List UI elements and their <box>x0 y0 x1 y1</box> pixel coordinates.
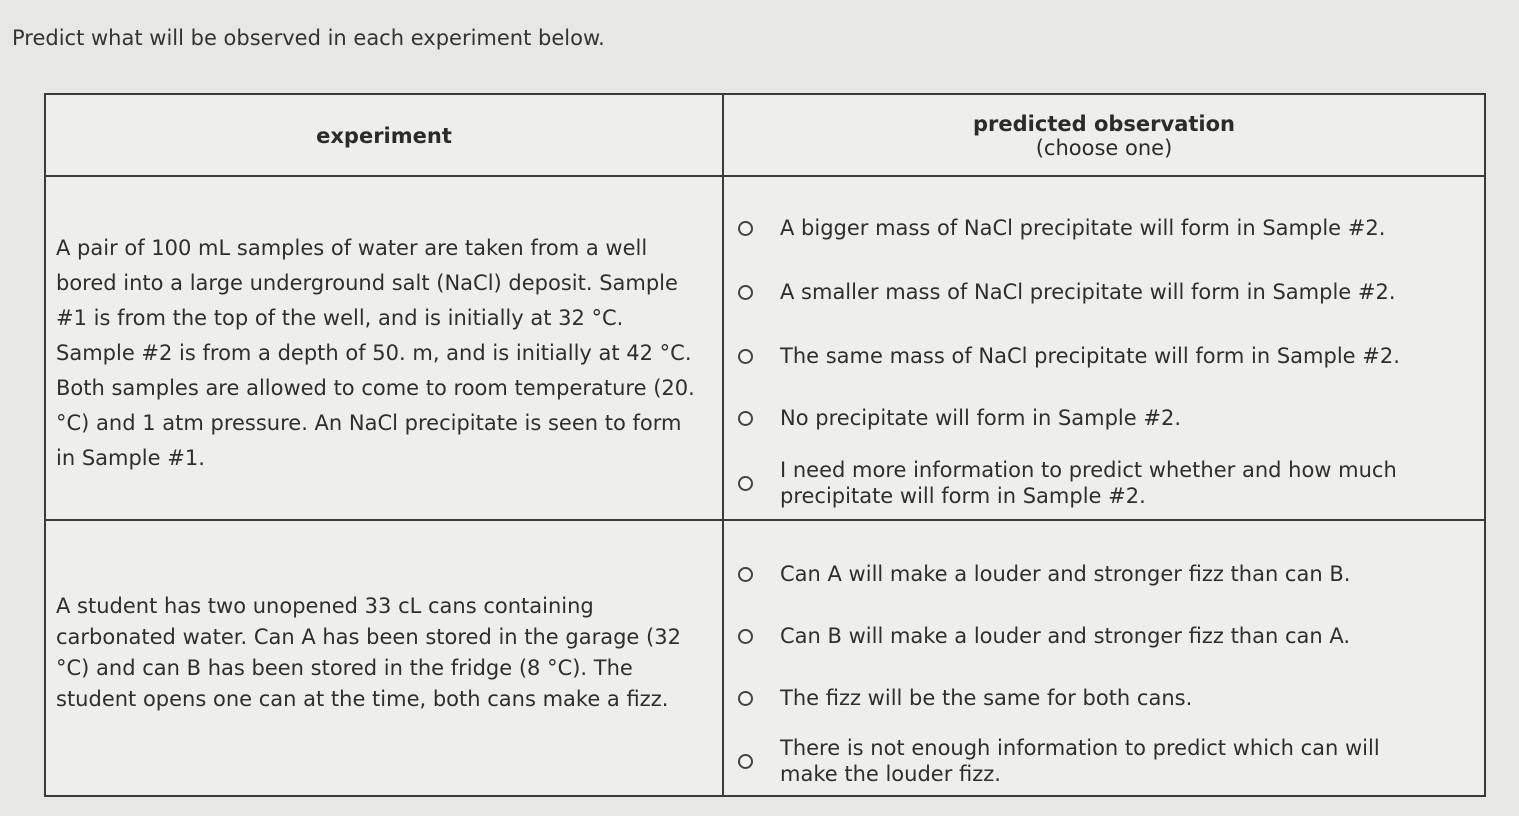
experiment-2-text: A student has two unopened 33 cL cans containing carbonated water. Can A has been stored in the garage (32 °C) and can B has been stored in the fridge (8 °C). The student opens one can at the time, both cans make a fizz. <box>56 594 681 711</box>
radio-button[interactable] <box>738 221 753 236</box>
row1-option-5[interactable] <box>738 457 1450 509</box>
header-predicted-label: predicted observation <box>973 112 1235 136</box>
option-label: There is not enough information to predict which can will make the louder fizz. <box>780 736 1380 786</box>
header-experiment <box>46 95 722 177</box>
radio-button[interactable] <box>738 754 753 769</box>
row2-option-1[interactable] <box>738 561 1350 587</box>
option-label: A bigger mass of NaCl precipitate will form in Sample #2. <box>780 216 1386 240</box>
option-label: The fizz will be the same for both cans. <box>780 686 1193 710</box>
experiment-1-text: A pair of 100 mL samples of water are taken from a well bored into a large underground salt (NaCl) deposit. Sample #1 is from the top of the well, and is initially at 32 °C. Sample #2 is from a depth of 50. m, and is initially at 42 °C. Both samples are allowed to come to room temperature (20. °C) and 1 atm pressure. An NaCl precipitate is seen to form in Sample #1. <box>56 236 695 470</box>
radio-button[interactable] <box>738 349 753 364</box>
radio-button[interactable] <box>738 691 753 706</box>
column-divider <box>722 95 724 795</box>
option-label: The same mass of NaCl precipitate will form in Sample #2. <box>780 344 1400 368</box>
header-choose-label: (choose one) <box>1035 136 1173 160</box>
radio-button[interactable] <box>738 629 753 644</box>
radio-button[interactable] <box>738 285 753 300</box>
row-divider <box>46 519 1484 521</box>
row2-option-3[interactable] <box>738 685 1192 711</box>
option-label: Can A will make a louder and stronger fizz than can B. <box>780 562 1351 586</box>
option-label: Can B will make a louder and stronger fizz than can A. <box>780 624 1351 648</box>
row1-option-1[interactable] <box>738 215 1385 241</box>
option-label: A smaller mass of NaCl precipitate will form in Sample #2. <box>780 280 1396 304</box>
row1-option-4[interactable] <box>738 405 1181 431</box>
row2-option-4[interactable] <box>738 735 1440 787</box>
header-predicted <box>724 95 1484 177</box>
instructions-text: Predict what will be observed in each experiment below. <box>12 26 605 50</box>
header-experiment-label: experiment <box>316 124 452 148</box>
prediction-table <box>44 93 1486 797</box>
radio-button[interactable] <box>738 411 753 426</box>
row1-option-3[interactable] <box>738 343 1400 369</box>
option-label: I need more information to predict whether and how much precipitate will form in Sample #2. <box>780 458 1397 508</box>
radio-button[interactable] <box>738 567 753 582</box>
row1-option-2[interactable] <box>738 279 1396 305</box>
option-label: No precipitate will form in Sample #2. <box>780 406 1181 430</box>
row2-option-2[interactable] <box>738 623 1350 649</box>
radio-button[interactable] <box>738 476 753 491</box>
